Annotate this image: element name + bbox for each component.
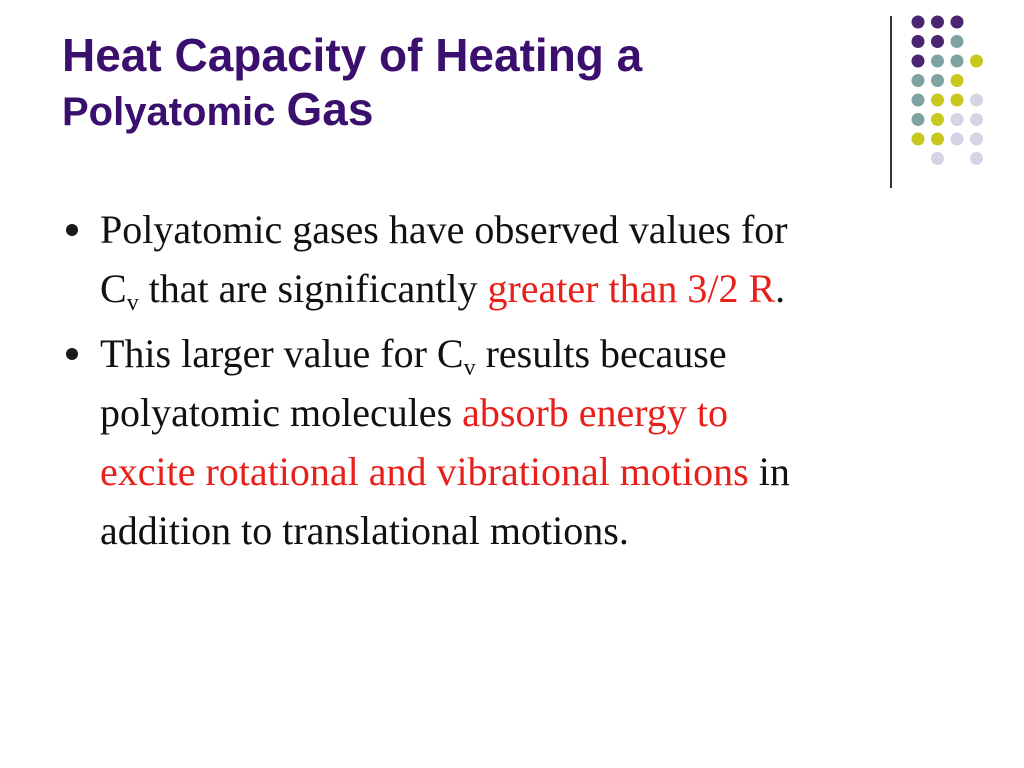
bullet-1-emphasis: greater than 3/2 R xyxy=(487,266,776,311)
decorative-dot xyxy=(970,133,983,146)
decorative-dot xyxy=(951,133,964,146)
title-divider-line xyxy=(890,16,892,188)
decorative-dot xyxy=(912,16,925,29)
decorative-dot xyxy=(931,74,944,87)
bullet-1-text-b: that are significantly xyxy=(138,266,488,311)
title-line-2 xyxy=(62,84,862,137)
decorative-dot xyxy=(912,35,925,48)
bullet-2-emphasis-b: excite rotational and vibrational motions xyxy=(100,449,749,494)
bullet-2-text-e: addition to translational motions. xyxy=(100,508,629,553)
bullet-1-period: . xyxy=(775,266,786,311)
bullet-icon xyxy=(66,348,78,360)
decorative-dot xyxy=(912,113,925,126)
decorative-dot xyxy=(931,16,944,29)
title-line-2-text: Polyatomic xyxy=(62,90,287,134)
decorative-dot xyxy=(970,152,983,165)
bullet-2-text-b: results because xyxy=(475,331,727,376)
title-line-1: Heat Capacity of Heating a xyxy=(62,29,643,81)
bullet-2-cv-subscript: v xyxy=(463,355,476,381)
decorative-dot xyxy=(931,55,944,68)
bullet-item xyxy=(62,324,962,560)
decorative-dot xyxy=(912,94,925,107)
bullet-1-cv: C xyxy=(100,266,127,311)
decorative-dot xyxy=(970,55,983,68)
decorative-dot xyxy=(931,113,944,126)
decorative-dot xyxy=(931,152,944,165)
decorative-dot xyxy=(951,35,964,48)
bullet-2-text-d: in xyxy=(748,449,790,494)
title-line-2-gas: Gas xyxy=(286,83,374,135)
decorative-dot xyxy=(951,113,964,126)
decorative-dot xyxy=(912,133,925,146)
slide-title xyxy=(62,26,862,137)
decorative-dot xyxy=(951,55,964,68)
bullet-list xyxy=(62,200,962,566)
decorative-dot xyxy=(912,55,925,68)
decorative-dot xyxy=(931,35,944,48)
decorative-dot xyxy=(912,74,925,87)
bullet-1-cv-subscript: v xyxy=(126,290,139,316)
bullet-item xyxy=(62,200,962,318)
decorative-dot xyxy=(970,94,983,107)
decorative-dot xyxy=(951,74,964,87)
decorative-dot xyxy=(931,94,944,107)
bullet-2-text-c: polyatomic molecules xyxy=(100,390,463,435)
decorative-dot xyxy=(951,94,964,107)
bullet-2-text-a: This larger value for C xyxy=(100,331,464,376)
bullet-2-emphasis-a: absorb energy to xyxy=(462,390,728,435)
decorative-dot xyxy=(970,113,983,126)
decorative-dot xyxy=(931,133,944,146)
bullet-icon xyxy=(66,224,78,236)
decorative-dot xyxy=(951,16,964,29)
bullet-1-text-a: Polyatomic gases have observed values for xyxy=(100,207,788,252)
